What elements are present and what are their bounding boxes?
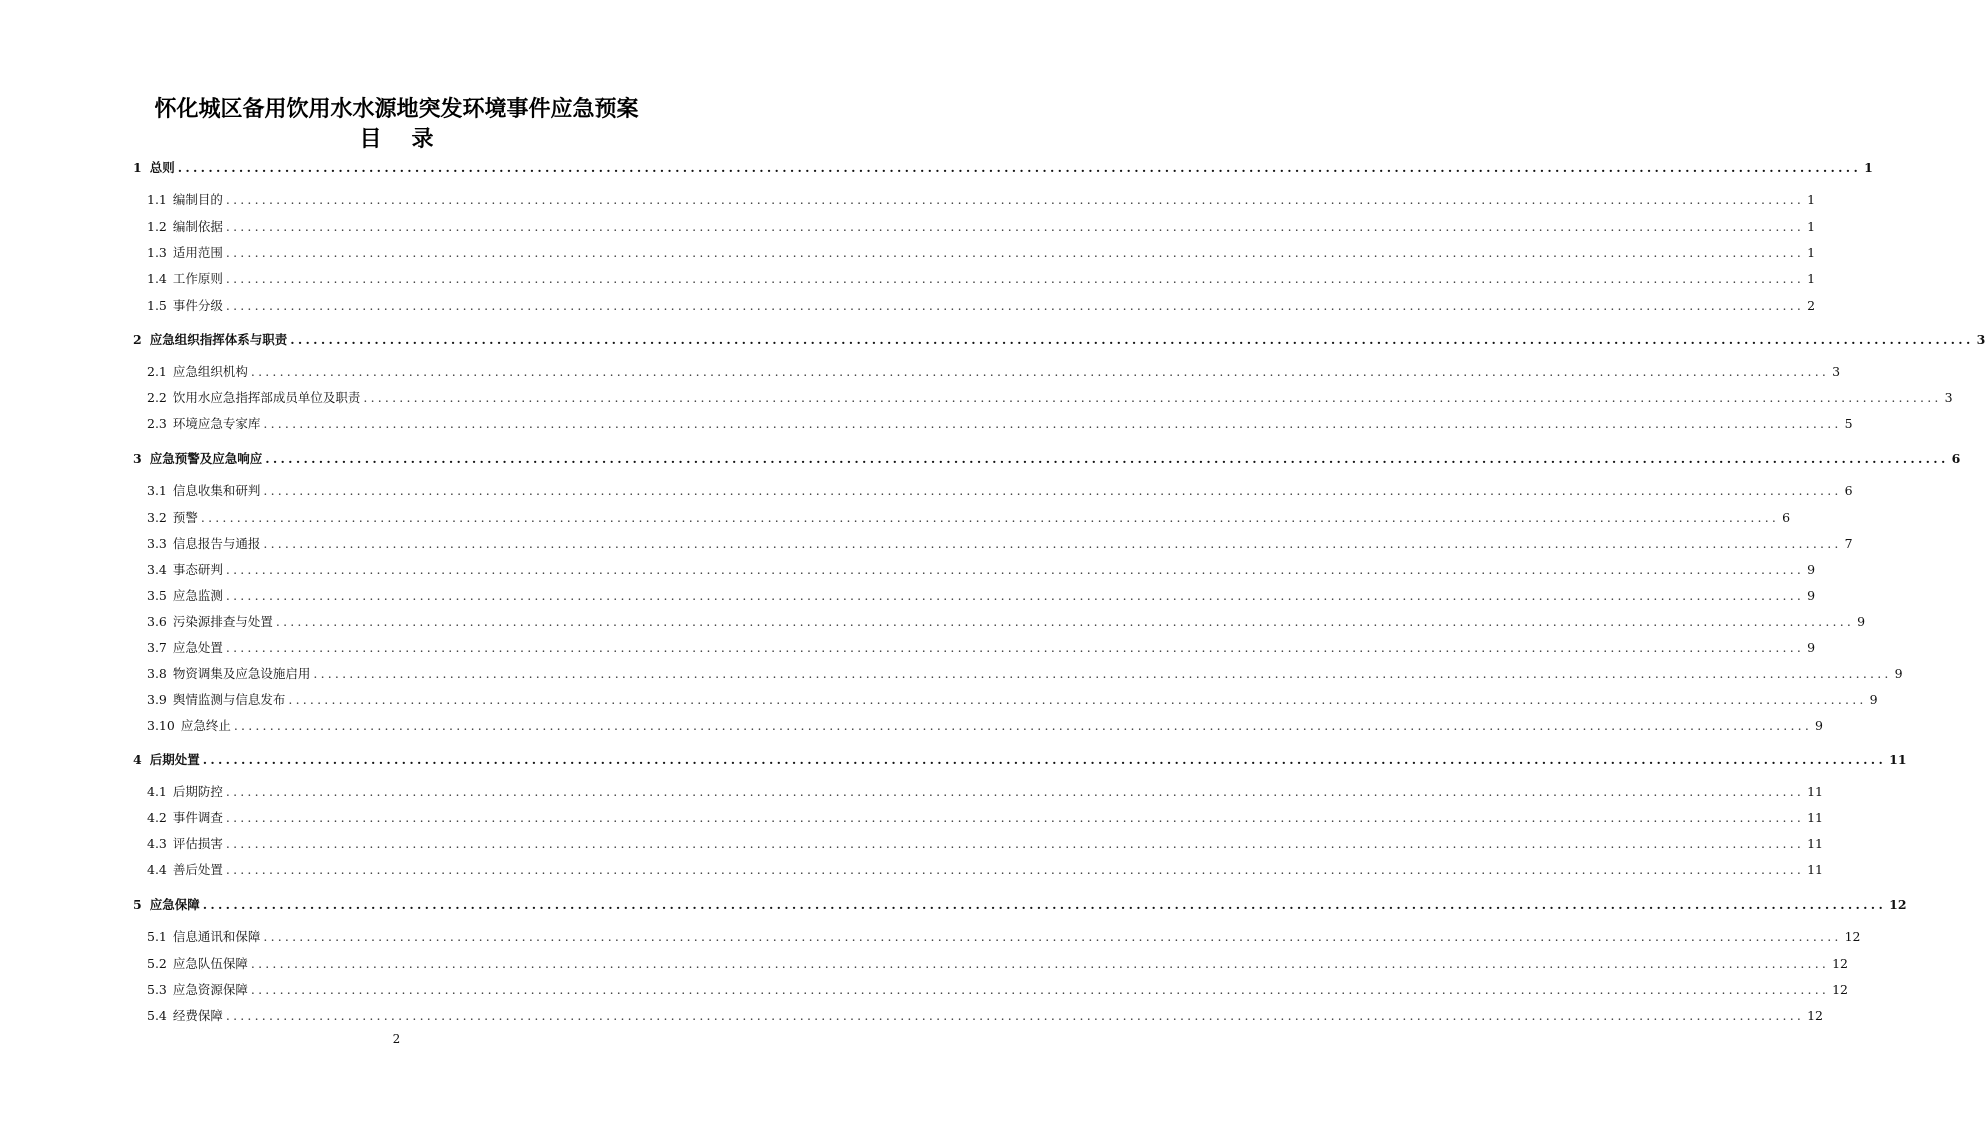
toc-entry-label: 环境应急专家库 xyxy=(172,416,261,431)
toc-entry[interactable] xyxy=(147,716,1823,736)
toc-entry-label: 物资调集及应急设施启用 xyxy=(172,666,311,681)
toc-entry-number: 1.4 xyxy=(147,271,167,286)
dot-leader: ............................................................................................................................................................................................................................ xyxy=(225,298,1805,313)
toc-entry[interactable] xyxy=(147,808,1823,828)
toc-entry[interactable] xyxy=(147,243,1816,263)
toc-entry[interactable] xyxy=(133,158,1873,178)
dot-leader: ............................................................................................................................................................................................................................ xyxy=(225,862,1805,877)
toc-entry-label: 编制依据 xyxy=(172,219,223,234)
toc-entry[interactable] xyxy=(147,834,1823,854)
toc-entry[interactable] xyxy=(133,330,1985,350)
toc-entry-label: 信息报告与通报 xyxy=(172,536,261,551)
toc-entry-number: 1.5 xyxy=(147,298,167,313)
toc-entry[interactable] xyxy=(147,586,1816,606)
toc-entry[interactable] xyxy=(147,534,1853,554)
toc-entry-page: 1 xyxy=(1807,245,1816,260)
toc-entry[interactable] xyxy=(147,296,1816,316)
toc-entry-number: 2.1 xyxy=(147,364,167,379)
toc-entry[interactable] xyxy=(147,508,1791,528)
toc-entry-label: 应急组织指挥体系与职责 xyxy=(149,332,288,347)
toc-entry-page: 12 xyxy=(1832,982,1848,997)
toc-entry-page: 1 xyxy=(1864,160,1873,175)
toc-entry-page: 5 xyxy=(1844,416,1853,431)
dot-leader: ............................................................................................................................................................................................................................ xyxy=(263,416,1842,431)
toc-entry-label: 事件分级 xyxy=(172,298,223,313)
toc-entry-label: 善后处置 xyxy=(172,862,223,877)
dot-leader: ............................................................................................................................................................................................................................ xyxy=(225,588,1805,603)
toc-entry-number: 1.3 xyxy=(147,245,167,260)
dot-leader: ............................................................................................................................................................................................................................ xyxy=(225,640,1805,655)
toc-entry-number: 5.4 xyxy=(147,1008,167,1023)
dot-leader: ............................................................................................................................................................................................................................ xyxy=(250,982,1830,997)
toc-entry-number: 3.8 xyxy=(147,666,167,681)
toc-entry-label: 应急监测 xyxy=(172,588,223,603)
toc-entry-page: 6 xyxy=(1844,483,1853,498)
toc-entry-label: 应急预警及应急响应 xyxy=(149,451,263,466)
toc-entry-label: 应急保障 xyxy=(149,897,200,912)
dot-leader: ............................................................................................................................................................................................................................ xyxy=(225,1008,1805,1023)
toc-entry-number: 3.3 xyxy=(147,536,167,551)
dot-leader: ............................................................................................................................................................................................................................ xyxy=(202,897,1887,912)
toc-entry[interactable] xyxy=(147,217,1816,237)
toc-entry-page: 11 xyxy=(1807,810,1823,825)
toc-entry-page: 11 xyxy=(1807,862,1823,877)
toc-entry-page: 3 xyxy=(1976,332,1985,347)
toc-entry-label: 应急处置 xyxy=(172,640,223,655)
toc-entry-label: 事件调查 xyxy=(172,810,223,825)
toc-entry-label: 编制目的 xyxy=(172,192,223,207)
toc-entry-page: 9 xyxy=(1815,718,1823,733)
dot-leader: ............................................................................................................................................................................................................................ xyxy=(275,614,1855,629)
toc-entry-page: 9 xyxy=(1869,692,1878,707)
toc-entry-number: 4.3 xyxy=(147,836,167,851)
toc-entry-page: 11 xyxy=(1807,836,1823,851)
toc-entry-number: 5.2 xyxy=(147,956,167,971)
toc-entry-number: 3 xyxy=(133,451,142,466)
toc-entry[interactable] xyxy=(147,782,1823,802)
dot-leader: ............................................................................................................................................................................................................................ xyxy=(313,666,1892,681)
toc-entry[interactable] xyxy=(147,190,1816,210)
toc-entry-page: 9 xyxy=(1807,588,1816,603)
toc-entry-number: 3.10 xyxy=(147,718,175,733)
dot-leader: ............................................................................................................................................................................................................................ xyxy=(233,718,1813,733)
dot-leader: ............................................................................................................................................................................................................................ xyxy=(263,929,1842,944)
toc-entry-label: 后期防控 xyxy=(172,784,223,799)
dot-leader: ............................................................................................................................................................................................................................ xyxy=(263,483,1842,498)
toc-entry-number: 5.3 xyxy=(147,982,167,997)
toc-entry-number: 2.2 xyxy=(147,390,167,405)
toc-entry-page: 3 xyxy=(1944,390,1953,405)
toc-entry-page: 12 xyxy=(1807,1008,1823,1023)
toc-entry-number: 2.3 xyxy=(147,416,167,431)
toc-entry-label: 舆情监测与信息发布 xyxy=(172,692,286,707)
toc-entry-number: 3.1 xyxy=(147,483,167,498)
dot-leader: ............................................................................................................................................................................................................................ xyxy=(200,510,1780,525)
dot-leader: ............................................................................................................................................................................................................................ xyxy=(288,692,1867,707)
toc-entry-number: 5.1 xyxy=(147,929,167,944)
toc-entry[interactable] xyxy=(147,1006,1823,1026)
toc-entry-page: 1 xyxy=(1807,219,1816,234)
toc-entry-page: 12 xyxy=(1844,929,1861,944)
toc-entry-page: 1 xyxy=(1807,271,1816,286)
toc-entry-number: 5 xyxy=(133,897,142,912)
toc-entry-page: 9 xyxy=(1807,640,1816,655)
dot-leader: ............................................................................................................................................................................................................................ xyxy=(225,271,1805,286)
toc-entry-label: 预警 xyxy=(172,510,198,525)
toc-entry-number: 4.4 xyxy=(147,862,167,877)
toc-entry-page: 9 xyxy=(1894,666,1903,681)
toc-entry-label: 评估损害 xyxy=(172,836,223,851)
toc-entry-label: 应急终止 xyxy=(180,718,231,733)
toc-entry-label: 应急资源保障 xyxy=(172,982,248,997)
toc-entry[interactable] xyxy=(147,664,1903,684)
document-title: 怀化城区备用饮用水水源地突发环境事件应急预案 xyxy=(154,96,639,122)
dot-leader: ............................................................................................................................................................................................................................ xyxy=(225,562,1805,577)
toc-entry[interactable] xyxy=(147,560,1816,580)
toc-entry-label: 经费保障 xyxy=(172,1008,223,1023)
toc-entry-page: 7 xyxy=(1844,536,1853,551)
toc-entry[interactable] xyxy=(133,449,1961,469)
toc-entry[interactable] xyxy=(147,860,1823,880)
toc-entry[interactable] xyxy=(147,638,1816,658)
toc-entry[interactable] xyxy=(147,414,1853,434)
toc-entry-page: 3 xyxy=(1832,364,1841,379)
toc-entry-label: 信息收集和研判 xyxy=(172,483,261,498)
dot-leader: ............................................................................................................................................................................................................................ xyxy=(290,332,1974,347)
toc-entry-number: 3.7 xyxy=(147,640,167,655)
toc-entry[interactable] xyxy=(147,954,1848,974)
dot-leader: ............................................................................................................................................................................................................................ xyxy=(250,956,1830,971)
toc-entry-label: 后期处置 xyxy=(149,752,200,767)
toc-entry-page: 6 xyxy=(1782,510,1791,525)
toc-entry-number: 3.9 xyxy=(147,692,167,707)
toc-entry-page: 11 xyxy=(1889,752,1907,767)
toc-entry[interactable] xyxy=(147,362,1841,382)
toc-entry-number: 1 xyxy=(133,160,142,175)
dot-leader: ............................................................................................................................................................................................................................ xyxy=(225,836,1805,851)
toc-entry-number: 3.2 xyxy=(147,510,167,525)
toc-entry-label: 工作原则 xyxy=(172,271,223,286)
toc-entry-label: 污染源排查与处置 xyxy=(172,614,273,629)
toc-entry-label: 适用范围 xyxy=(172,245,223,260)
toc-entry[interactable] xyxy=(147,980,1848,1000)
dot-leader: ............................................................................................................................................................................................................................ xyxy=(225,192,1805,207)
toc-entry-number: 4.2 xyxy=(147,810,167,825)
toc-entry-label: 应急组织机构 xyxy=(172,364,248,379)
toc-entry-page: 12 xyxy=(1832,956,1848,971)
toc-entry-number: 3.5 xyxy=(147,588,167,603)
dot-leader: ............................................................................................................................................................................................................................ xyxy=(202,752,1887,767)
toc-entry-page: 1 xyxy=(1807,192,1816,207)
toc-entry[interactable] xyxy=(147,481,1853,501)
toc-entry-page: 2 xyxy=(1807,298,1816,313)
toc-entry[interactable] xyxy=(133,750,1907,770)
dot-leader: ............................................................................................................................................................................................................................ xyxy=(265,451,1949,466)
toc-entry-number: 1.1 xyxy=(147,192,167,207)
toc-entry[interactable] xyxy=(147,927,1861,947)
toc-entry-number: 4 xyxy=(133,752,142,767)
toc-entry-page: 9 xyxy=(1857,614,1866,629)
dot-leader: ............................................................................................................................................................................................................................ xyxy=(250,364,1830,379)
toc-entry[interactable] xyxy=(147,269,1816,289)
toc-entry[interactable] xyxy=(147,388,1953,408)
dot-leader: ............................................................................................................................................................................................................................ xyxy=(225,245,1805,260)
toc-entry-page: 9 xyxy=(1807,562,1816,577)
page-number: 2 xyxy=(392,1032,401,1046)
dot-leader: ............................................................................................................................................................................................................................ xyxy=(225,810,1805,825)
toc-entry-number: 3.6 xyxy=(147,614,167,629)
dot-leader: ............................................................................................................................................................................................................................ xyxy=(363,390,1942,405)
dot-leader: ............................................................................................................................................................................................................................ xyxy=(225,784,1805,799)
toc-entry[interactable] xyxy=(133,895,1907,915)
toc-entry-page: 6 xyxy=(1951,451,1961,466)
toc-entry-page: 11 xyxy=(1807,784,1823,799)
toc-heading: 目录 xyxy=(359,126,464,152)
toc-entry-label: 饮用水应急指挥部成员单位及职责 xyxy=(172,390,361,405)
dot-leader: ............................................................................................................................................................................................................................ xyxy=(177,160,1862,175)
toc-entry-number: 2 xyxy=(133,332,142,347)
toc-entry[interactable] xyxy=(147,612,1866,632)
toc-entry[interactable] xyxy=(147,690,1878,710)
dot-leader: ............................................................................................................................................................................................................................ xyxy=(225,219,1805,234)
toc-entry-page: 12 xyxy=(1889,897,1907,912)
toc-entry-number: 4.1 xyxy=(147,784,167,799)
dot-leader: ............................................................................................................................................................................................................................ xyxy=(263,536,1842,551)
toc-entry-label: 应急队伍保障 xyxy=(172,956,248,971)
toc-entry-number: 1.2 xyxy=(147,219,167,234)
toc-entry-label: 信息通讯和保障 xyxy=(172,929,261,944)
toc-entry-number: 3.4 xyxy=(147,562,167,577)
toc-entry-label: 事态研判 xyxy=(172,562,223,577)
toc-entry-label: 总则 xyxy=(149,160,175,175)
